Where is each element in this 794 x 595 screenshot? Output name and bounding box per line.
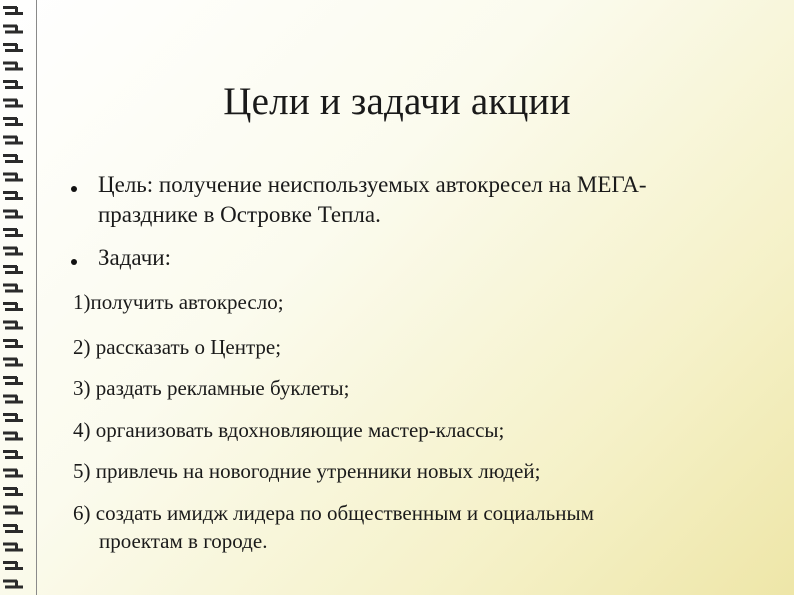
task-item — [73, 499, 763, 555]
task-item: 4) организовать вдохновляющие мастер-классы; — [73, 418, 505, 442]
task-item-continuation: проектам в городе. — [99, 529, 268, 553]
task-item: 5) привлечь на новогодние утренники новых людей; — [73, 459, 541, 483]
task-item: 2) рассказать о Центре; — [73, 335, 282, 359]
bullet-dot — [71, 186, 77, 192]
tasks-bullet-text: Задачи: — [98, 245, 171, 270]
bullet-dot — [71, 259, 77, 265]
task-item: 1)получить автокресло; — [73, 290, 284, 314]
slide-title: Цели и задачи акции — [223, 80, 571, 123]
task-item: 3) раздать рекламные буклеты; — [73, 376, 350, 400]
goal-bullet-text: Цель: получение неиспользуемых автокресел на МЕГА-празднике в Островке Тепла. — [98, 172, 647, 227]
task-item-line: 6) создать имидж лидера по общественным и социальным — [73, 501, 594, 525]
